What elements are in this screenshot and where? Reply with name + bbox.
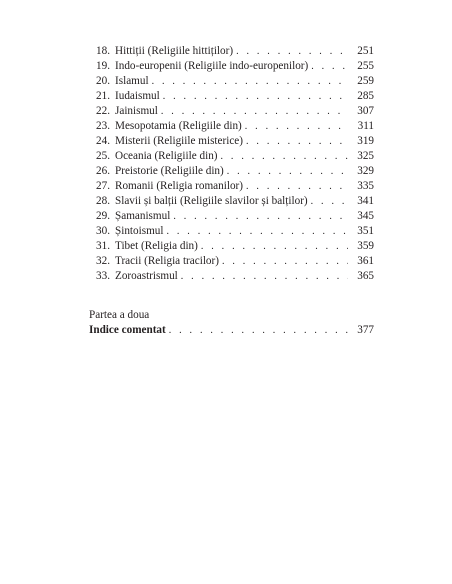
toc-entry-title: Jainismul <box>115 105 158 117</box>
toc-entry <box>89 44 374 59</box>
dot-leader <box>311 59 348 74</box>
toc-entry-page: 359 <box>357 240 374 252</box>
dot-leader <box>246 179 348 194</box>
toc-entry <box>89 239 374 254</box>
toc-entry-title: Oceania (Religiile din) <box>115 150 218 162</box>
toc-entry-number: 31. <box>96 240 110 252</box>
toc-entry-page: 255 <box>357 60 374 72</box>
toc-entry <box>89 179 374 194</box>
toc-entry <box>89 164 374 179</box>
toc-entry-title: Indo-europenii (Religiile indo-europenilor) <box>115 60 309 72</box>
toc-entry-number: 18. <box>96 45 110 57</box>
toc-entry-page: 365 <box>357 270 374 282</box>
toc-entry-page: 329 <box>357 165 374 177</box>
part-label: Partea a doua <box>89 309 150 321</box>
dot-leader <box>227 164 348 179</box>
toc-entry <box>89 194 374 209</box>
toc-entry-page: 319 <box>357 135 374 147</box>
toc-entry-title: Romanii (Religia romanilor) <box>115 180 244 192</box>
toc-entry-number: 19. <box>96 60 110 72</box>
table-of-contents <box>89 44 374 284</box>
toc-entry <box>89 209 374 224</box>
toc-entry-title: Tibet (Religia din) <box>115 240 198 252</box>
toc-entry-page: 251 <box>357 45 374 57</box>
toc-entry-page: 325 <box>357 150 374 162</box>
toc-entry-title: Hittiții (Religiile hittiților) <box>115 45 234 57</box>
toc-entry-page: 361 <box>357 255 374 267</box>
dot-leader <box>152 74 348 89</box>
toc-entry <box>89 119 374 134</box>
toc-entry-number: 25. <box>96 150 110 162</box>
toc-entry <box>89 134 374 149</box>
toc-entry-number: 33. <box>96 270 110 282</box>
dot-leader <box>311 194 348 209</box>
toc-entry-number: 23. <box>96 120 110 132</box>
toc-entry-number: 32. <box>96 255 110 267</box>
dot-leader <box>163 89 348 104</box>
dot-leader <box>221 149 348 164</box>
dot-leader <box>245 119 348 134</box>
toc-entry-title: Șamanismul <box>115 210 171 222</box>
toc-entry-page: 311 <box>357 120 374 132</box>
dot-leader <box>236 44 348 59</box>
toc-entry-number: 26. <box>96 165 110 177</box>
toc-entry-page: 341 <box>357 195 374 207</box>
toc-entry-page: 285 <box>357 90 374 102</box>
toc-entry-page: 345 <box>357 210 374 222</box>
part-two-title: Indice comentat <box>89 324 166 336</box>
dot-leader <box>222 254 348 269</box>
toc-entry-title: Preistorie (Religiile din) <box>115 165 224 177</box>
dot-leader <box>167 224 349 239</box>
toc-entry-page: 307 <box>357 105 374 117</box>
dot-leader <box>201 239 348 254</box>
dot-leader <box>181 269 348 284</box>
toc-entry <box>89 89 374 104</box>
toc-entry <box>89 149 374 164</box>
toc-entry-title: Șintoismul <box>115 225 164 237</box>
toc-entry <box>89 74 374 89</box>
toc-entry-title: Islamul <box>115 75 149 87</box>
dot-leader <box>169 323 348 338</box>
toc-entry-number: 27. <box>96 180 110 192</box>
toc-entry-title: Misterii (Religiile misterice) <box>115 135 244 147</box>
toc-entry-number: 30. <box>96 225 110 237</box>
toc-entry <box>89 269 374 284</box>
toc-entry <box>89 254 374 269</box>
toc-entry-page: 335 <box>357 180 374 192</box>
part-two-entry <box>89 323 374 338</box>
toc-entry <box>89 59 374 74</box>
dot-leader <box>173 209 348 224</box>
toc-entry-number: 20. <box>96 75 110 87</box>
toc-entry-title: Zoroastrismul <box>115 270 178 282</box>
toc-entry-page: 351 <box>357 225 374 237</box>
toc-entry-title: Slavii și balții (Religiile slavilor și balților) <box>115 195 308 207</box>
toc-entry <box>89 104 374 119</box>
toc-entry-number: 29. <box>96 210 110 222</box>
toc-entry <box>89 224 374 239</box>
toc-entry-page: 259 <box>357 75 374 87</box>
toc-entry-number: 28. <box>96 195 110 207</box>
dot-leader <box>246 134 348 149</box>
toc-entry-title: Tracii (Religia tracilor) <box>115 255 219 267</box>
toc-entry-title: Iudaismul <box>115 90 160 102</box>
toc-entry-number: 24. <box>96 135 110 147</box>
toc-entry-title: Mesopotamia (Religiile din) <box>115 120 242 132</box>
part-two-section <box>89 308 374 338</box>
toc-entry-number: 21. <box>96 90 110 102</box>
part-two-page: 377 <box>357 324 374 336</box>
dot-leader <box>161 104 348 119</box>
toc-entry-number: 22. <box>96 105 110 117</box>
